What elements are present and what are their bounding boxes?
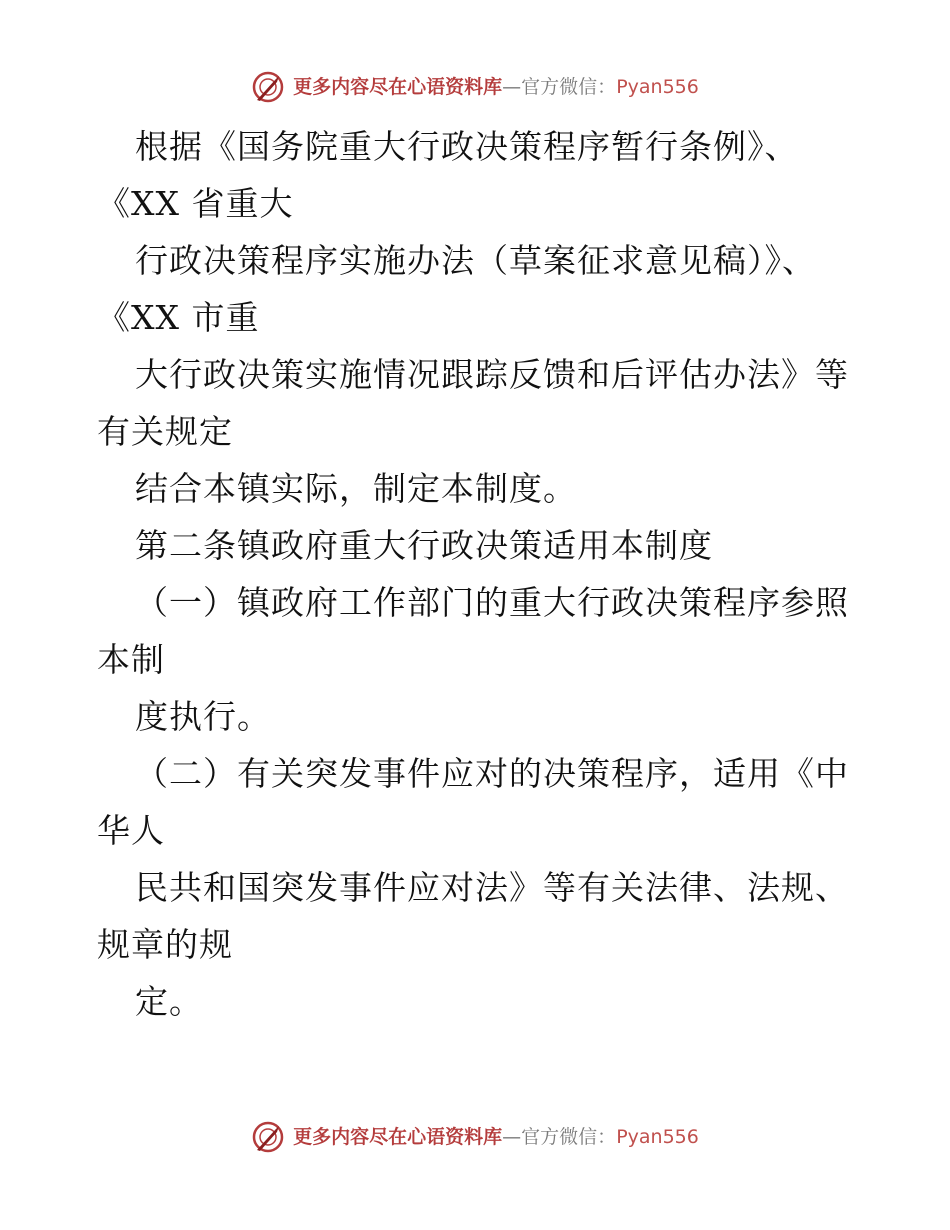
text-line: 大行政决策实施情况跟踪反馈和后评估办法》等 <box>135 355 849 394</box>
watermark-text <box>293 70 699 104</box>
text-line: 规章的规 <box>97 925 233 964</box>
text-line: （二）有关突发事件应对的决策程序，适用《中 <box>135 754 849 793</box>
watermark-banner-top <box>0 70 950 104</box>
text-line: 行政决策程序实施办法（草案征求意见稿）》、 <box>135 241 816 280</box>
text-line: 结合本镇实际，制定本制度。 <box>135 469 577 508</box>
text-line: 有关规定 <box>97 412 233 451</box>
document-body <box>97 118 897 1030</box>
watermark-label: 官方微信： <box>521 76 617 98</box>
text-line: 本制 <box>97 640 165 679</box>
text-line: 华人 <box>97 811 165 850</box>
watermark-dash: — <box>502 76 522 98</box>
watermark-account: Pyan556 <box>616 1126 699 1148</box>
watermark-site: 更多内容尽在心语资料库 <box>293 1126 503 1148</box>
watermark-site: 更多内容尽在心语资料库 <box>293 76 503 98</box>
text-line: 《XX 省重大 <box>97 184 294 223</box>
watermark-account: Pyan556 <box>616 76 699 98</box>
watermark-banner-bottom <box>0 1120 950 1154</box>
text-line: 第二条镇政府重大行政决策适用本制度 <box>135 526 713 565</box>
pen-logo-icon <box>251 70 285 104</box>
watermark-text <box>293 1120 699 1154</box>
text-line: （一）镇政府工作部门的重大行政决策程序参照 <box>135 583 849 622</box>
text-line: 民共和国突发事件应对法》等有关法律、法规、 <box>135 868 849 907</box>
watermark-label: 官方微信： <box>521 1126 617 1148</box>
pen-logo-icon <box>251 1120 285 1154</box>
text-line: 根据《国务院重大行政决策程序暂行条例》、 <box>135 127 799 166</box>
text-line: 定。 <box>135 982 203 1021</box>
text-line: 《XX 市重 <box>97 298 260 337</box>
text-line: 度执行。 <box>135 697 271 736</box>
watermark-dash: — <box>502 1126 522 1148</box>
